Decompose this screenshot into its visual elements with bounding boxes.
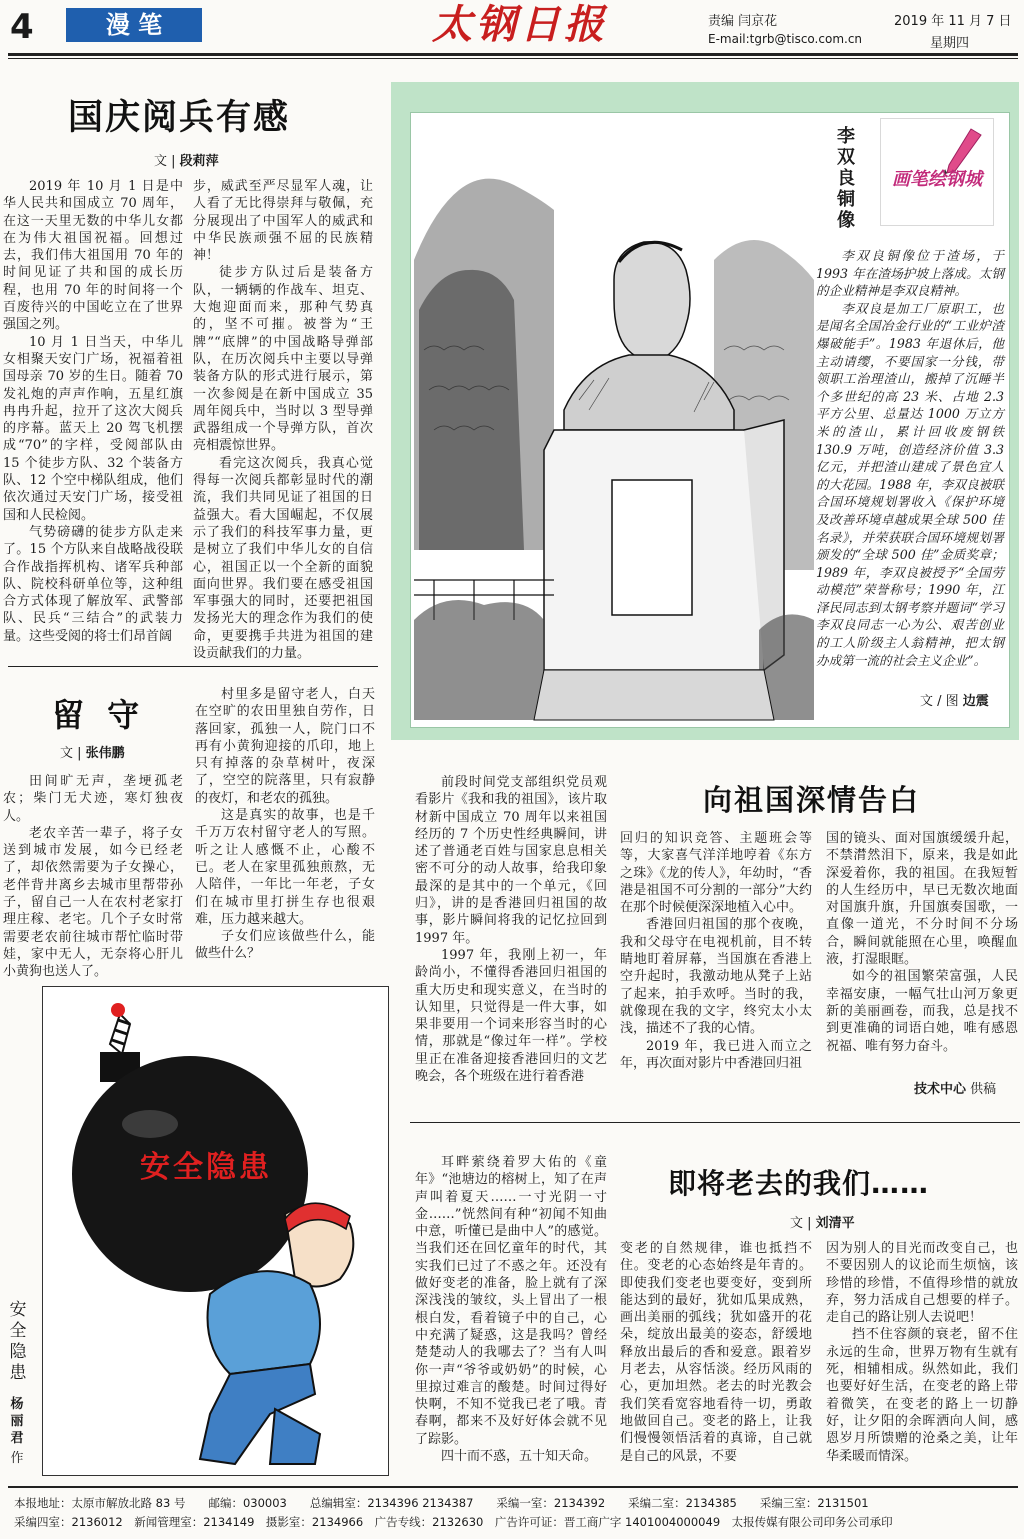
paper-logo: 太钢日报 [432, 1, 608, 48]
article-homeland-source: 技术中心 供稿 [914, 1082, 997, 1097]
footer-line2: 采编四室：2136012 新闻管理室：2134149 摄影室：2134966 广告专线：2132630 广告许可证：晋工商广字 1401004000049 太报传媒有限公司印务公司承印 [14, 1515, 893, 1529]
article-parade-author: 段莉萍 [179, 154, 219, 169]
footer-rule [8, 1486, 1018, 1488]
column-logo [880, 118, 994, 226]
article-parade-byline: 文 | 段莉萍 [154, 154, 219, 169]
cartoon-author: 杨丽君 [10, 1397, 24, 1446]
article-leftbehind-title: 留 守 [52, 696, 146, 734]
article-homeland-col1: 前段时间党支部组织党员观看影片《我和我的祖国》，该片取材新中国成立 70 周年以来祖国经历的 7 个历史性经典瞬间，讲述了普通老百姓与国家息息相关密不可分的动人故事，给我印象最深的是其中的一个单元，《回归》，讲的是香港回归祖国的故事，影片瞬间将我的记忆拉回到 1997 年。 1997 年，我刚上初一，年龄尚小，不懂得香港回归祖国的重大历史和现实意义，在当时的认知里，只觉得是一件大事，如果非要用一个词来形容当时的心情，那就是“像过年一样”。学校里正在准备迎接香港回归的文艺晚会，各个班级在进行着香港 [415, 775, 607, 1085]
divider [8, 666, 378, 667]
issue-date: 2019 年 11 月 7 日 [894, 14, 1012, 29]
statue-illustration [414, 150, 814, 720]
article-homeland-col2: 回归的知识竞答、主题班会等等，大家喜气洋洋地哼着《东方之珠》《龙的传人》，年幼时，“香港是祖国不可分割的一部分”大约在那个时候便深深地植入心中。 香港回归祖国的那个夜晚，我和父母守在电视机前，目不转睛地盯着屏幕，当国旗在香港上空升起时，我激动地从凳子上站了起来，拍手欢呼。当时的我，就像现在我的文字，终究太小太浅，描述不了我的心情。 2019 年，我已进入而立之年，再次面对影片中香港回归祖 [620, 831, 812, 1071]
article-leftbehind-col1: 田间旷无声，垄埂孤老农；柴门无犬迹，寒灯独夜人。 老农辛苦一辈子，将子女送到城市发展，如今已经老了，却依然需要为子女操心，老伴背井离乡去城市里帮带孙子，留自己一人在农村老家打理庄稼、老宅。几个子女时常需要老农前往城市帮忙临时带娃，家中无人，无奈将心肝儿小黄狗也送人了。 [3, 774, 183, 980]
article-homeland-title: 向祖国深情告白 [703, 783, 921, 817]
article-leftbehind-author: 张伟鹏 [85, 746, 125, 761]
article-aging-col3: 因为别人的目光而改变自己，也不要因别人的议论而生烦恼，该珍惜的珍惜，不值得珍惜的就放弃，努力活成自己想要的样子。走自己的路让别人去说吧！ 挡不住容颜的衰老，留不住永远的生命，世界万物有生就有死，相辅相成。纵然如此，我们也要好好生活，在变老的路上带着微笑，在变老的路上一切静好，让夕阳的余晖洒向人间，感恩岁月所馈赠的沧桑之美，让年华柔暖而情深。 [826, 1241, 1018, 1464]
article-parade-col1: 2019 年 10 月 1 日是中华人民共和国成立 70 周年，在这一天里无数的中华儿女都在为伟大祖国祝福。回想过去，我们伟大祖国用 70 年的时间见证了共和国的成长历程，也用 70 年的时间将一个百废待兴的中国屹立在了世界强国之列。 10 月 1 日当天，中华儿女相聚天安门广场，祝福着祖国母亲 70 岁的生日。随着 70 发礼炮的声声作响，五星红旗冉冉升起，拉开了这次大阅兵的序幕。蓝天上 20 驾飞机摆成“70”的字样，受阅部队由 15 个徒步方队、32 个装备方队、12 个空中梯队组成，他们依次通过天安门广场，接受祖国和人民检阅。 气势磅礴的徒步方队走来了。15 个方队来自战略战役联合作战指挥机构、诸军兵种部队、院校科研单位等，这种组合方式体现了解放军、武警部队、民兵“三结合”的武装力量。这些受阅的将士们昂首阔 [3, 179, 183, 644]
footer [0, 1494, 1024, 1539]
article-parade-title: 国庆阅兵有感 [68, 98, 291, 138]
cartoon-bomb-label: 安全隐患 [140, 1150, 272, 1185]
editor-email: E-mail:tgrb@tisco.com.cn [708, 32, 863, 46]
article-aging-author: 刘清平 [815, 1216, 855, 1231]
article-aging-col2: 变老的自然规律，谁也抵挡不住。变老的心态始终是年青的。即使我们变老也要变好，变到所能达到的最好，犹如瓜果成熟，画出美丽的弧线；犹如盛开的花朵，绽放出最美的姿态，舒缓地释放出最后的香和爱意。跟着岁月老去，从容恬淡。经历风雨的心，更加坦然。老去的时光教会我们笑看宽容地看待一切，勇敢地做回自己。变老的路上，让我们慢慢领悟活着的真谛，自己就是自己的风景，不要 [620, 1241, 812, 1464]
article-leftbehind-byline: 文 | 张伟鹏 [60, 746, 125, 761]
article-aging-title: 即将老去的我们…… [668, 1167, 930, 1200]
feature-intro: 李双良铜像位于渣场，于 1993 年在渣场护坡上落成。太钢的企业精神是李双良精神。 李双良是加工厂原职工，也是闻名全国冶金行业的“工业炉渣爆破能手”。1983 年退休后，他主动请缨，不要国家一分钱，带领职工治理渣山，搬掉了沉睡半个多世纪的高 23 米、占地 2.3 平方公里、总量达 1000 万立方米的渣山，累计回收废钢铁 130.9 万吨，创造经济价值 3.3 亿元，并把渣山建成了景色宜人的大花园。1988 年，李双良被联合国环境规划署收入《保护环境及改善环境卓越成果全球 500 佳名录》，并荣获联合国环境规划署颁发的“全球 500 佳”金质奖章；1989 年，李双良被授予“全国劳动模范”荣誉称号；1990 年，江泽民同志到太钢考察并题词“学习李双良同志一心为公、艰苦创业的工人阶级主人翁精神，把太钢办成第一流的社会主义企业”。 [816, 248, 1004, 668]
editor-label: 责编 闫京花 [708, 14, 778, 29]
cartoon-author-suffix: 作 [10, 1451, 24, 1466]
masthead-rule [8, 53, 1018, 56]
footer-line1: 本报地址：太原市解放北路 83 号 邮编：030003 总编辑室：2134396 2134387 采编一室：2134392 采编二室：2134385 采编三室：2131501 [14, 1496, 869, 1510]
masthead-rule-thin [8, 58, 1018, 59]
section-label: 漫 笔 [66, 8, 202, 42]
feature-credit: 文 / 图 边震 [920, 694, 989, 709]
column-logo-text: 画笔绘钢城 [892, 169, 982, 190]
issue-weekday: 星期四 [930, 36, 970, 51]
feature-credit-author: 边震 [962, 694, 989, 709]
article-leftbehind-col2: 村里多是留守老人，白天在空旷的农田里独自劳作，日落回家，孤独一人，院门口不再有小黄狗迎接的爪印，地上只有掉落的杂草树叶，夜深了，空空的院落里，只有寂静的夜灯，和老农的孤独。 这是真实的故事，也是千千万万农村留守老人的写照。听之让人感慨不止，心酸不已。老人在家里孤独煎熬，无人陪伴，一年比一年老，子女们在城市里打拼生存也很艰难，压力越来越大。 子女们应该做些什么，能做些什么？ [195, 687, 375, 962]
article-homeland-col3: 国的镜头、面对国旗缓缓升起，不禁潸然泪下，原来，我是如此深爱着你，我的祖国。在我短暂的人生经历中，早已无数次地面对国旗升旗，升国旗奏国歌，一直像一道光，不分时间不分场合，瞬间就能照在心里，唤醒血液，打湿眼眶。 如今的祖国繁荣富强，人民幸福安康，一幅气壮山河万象更新的美丽画卷，而我，总是找不到更准确的词语白她，唯有感恩祝福、唯有努力奋斗。 [826, 831, 1018, 1054]
page-number: 4 [10, 7, 34, 47]
article-aging-byline: 文 | 刘清平 [790, 1216, 855, 1231]
article-parade-col2: 步，威武至严尽显军人魂，让人看了无比得崇拜与敬佩，充分展现出了中国军人的威武和中华民族顽强不屈的民族精神！ 徒步方队过后是装备方队，一辆辆的作战车、坦克、大炮迎面而来，那种气势真的，坚不可摧。被誉为“王牌”“底牌”的中国战略导弹部队，在历次阅兵中主要以导弹装备方队的形式进行展示，第一次参阅是在新中国成立 35 周年阅兵中，当时以 3 型导弹武器组成一个导弹方队，首次亮相震惊世界。 看完这次阅兵，我真心觉得每一次阅兵都彰显时代的潮流，我们共同见证了祖国的日益强大。看大国崛起，不仅展示了我们的科技军事力量，更是树立了我们中华儿女的自信心，祖国正以一个全新的面貌面向世界。我们要在感受祖国军事强大的同时，还要把祖国发扬光大的理念作为我们的使命，更要携手共进为祖国的建设贡献我们的力量。 [193, 179, 373, 662]
divider [410, 1122, 1020, 1123]
cartoon-caption: 安全隐患 [9, 1300, 27, 1383]
feature-title: 李双良铜像 [837, 126, 855, 231]
cartoon-illustration [60, 994, 380, 1470]
article-aging-col1: 耳畔萦绕着罗大佑的《童年》“池塘边的榕树上，知了在声声叫着夏天……一寸光阴一寸金……”恍然间有种“初闻不知曲中意，听懂已是曲中人”的感觉。当我们还在回忆童年的时代，其实我们已过了不惑之年。还没有做好变老的准备，脸上就有了深深浅浅的皱纹，头上冒出了一根根白发，看着镜子中的自己，心中充满了疑惑，这是我吗？曾经楚楚动人的我哪去了？当有人叫你一声“爷爷或奶奶”的时候，心里掠过难言的酸楚。时间过得好快啊，不知不觉我已老了哦。青春啊，都来不及好好体会就不见了踪影。 四十而不惑，五十知天命。 [415, 1155, 607, 1465]
